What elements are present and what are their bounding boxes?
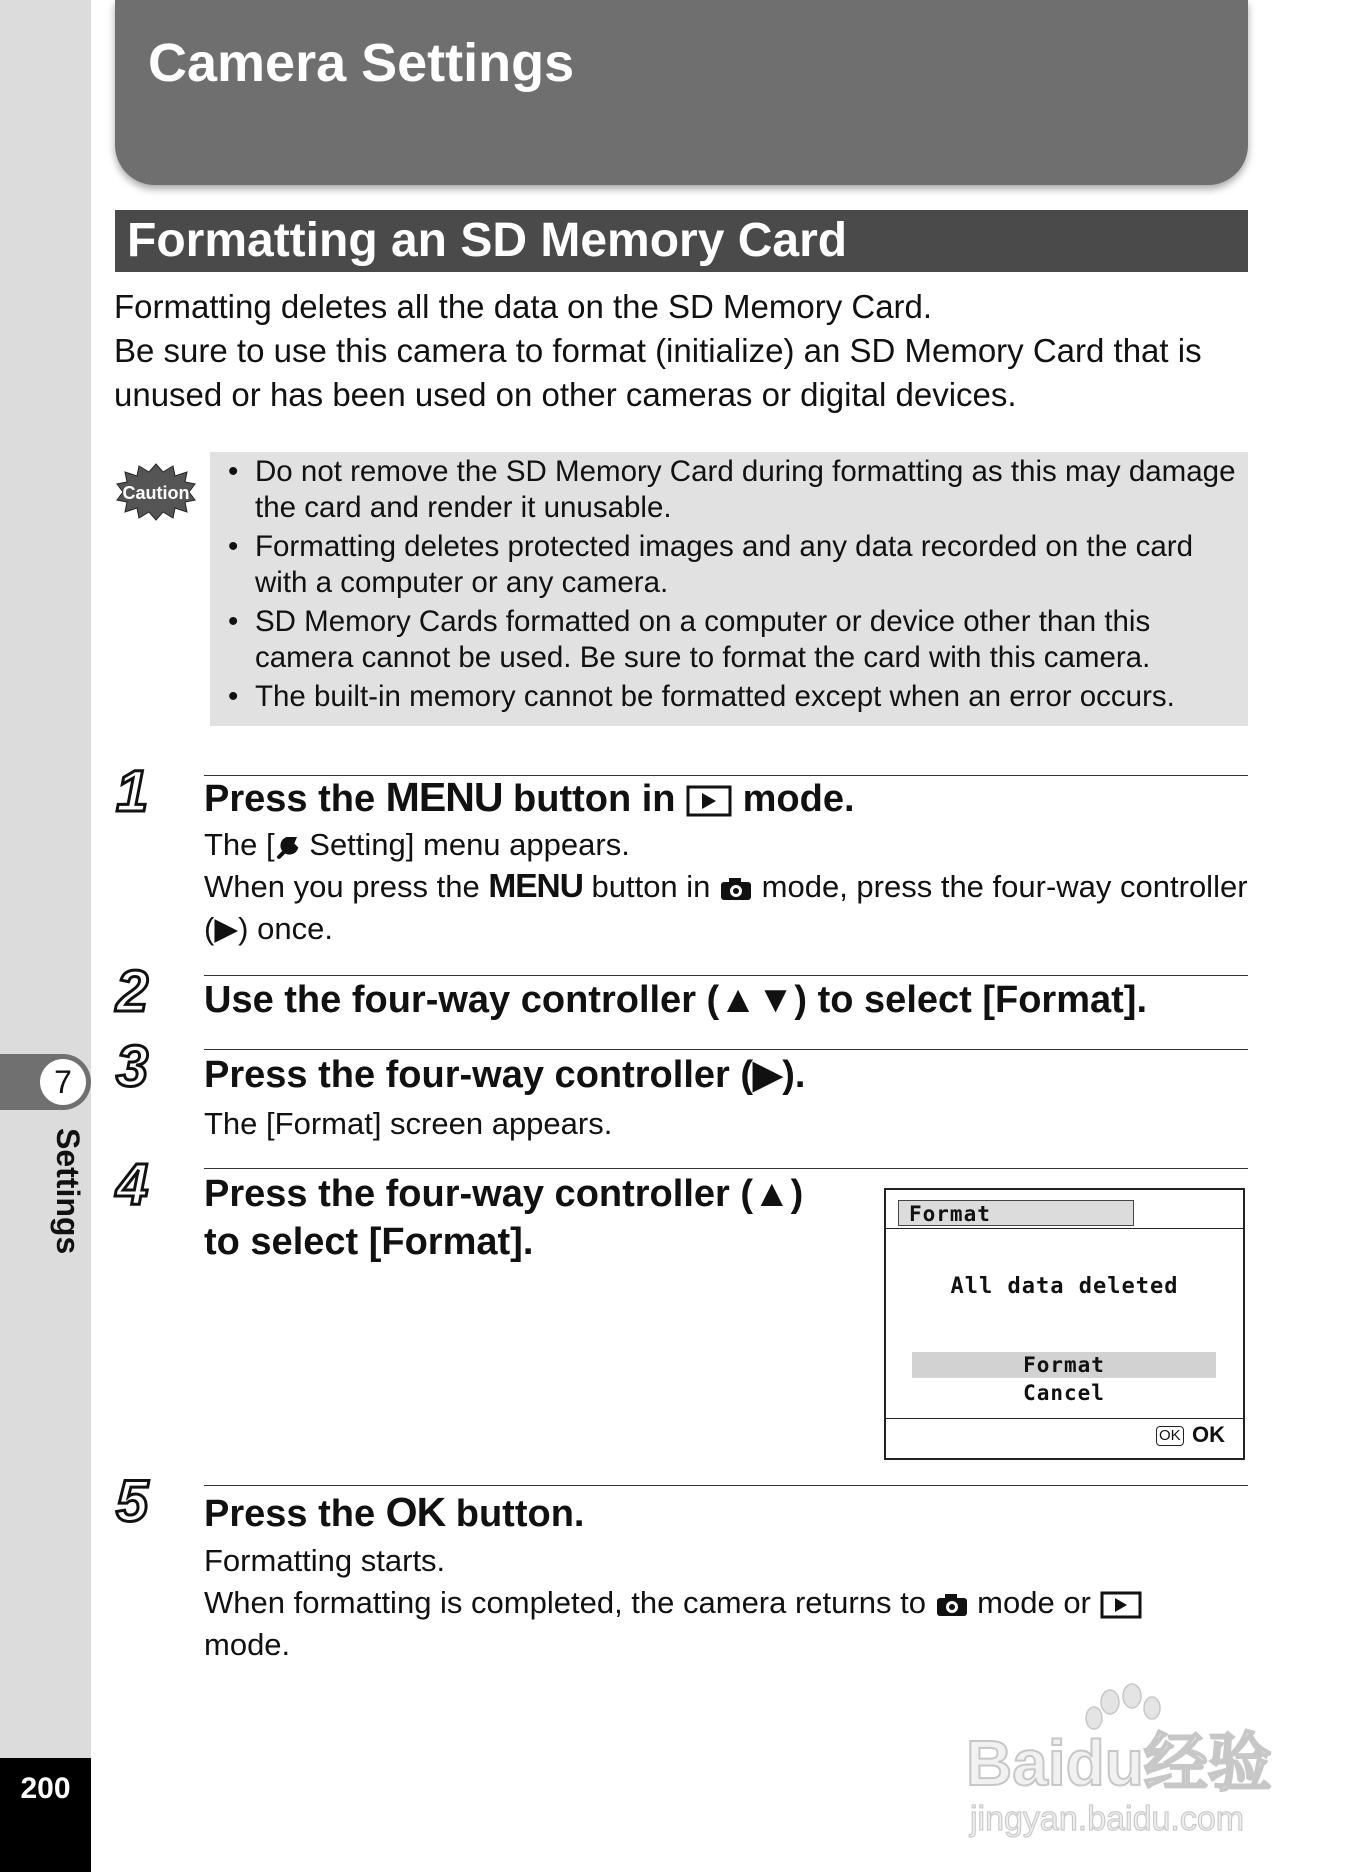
step-5-number: 5 <box>116 1469 149 1534</box>
caution-item: • The built-in memory cannot be formatted except when an error occurs. <box>228 679 1238 715</box>
chapter-number: 7 <box>40 1059 86 1105</box>
intro-text <box>114 285 1254 417</box>
menu-key-label: MENU <box>488 868 583 905</box>
step-1-title-part: button in <box>502 778 687 820</box>
screen-message: All data deleted <box>950 1274 1179 1299</box>
page-title: Camera Settings <box>148 33 575 93</box>
step-5-title <box>204 1488 584 1538</box>
step-5-body <box>204 1540 1249 1666</box>
playback-icon <box>686 785 732 817</box>
camera-icon <box>719 876 753 902</box>
caution-item: • Do not remove the SD Memory Card during formatting as this may damage the card and render it unusable. <box>228 454 1238 526</box>
screen-header: Format <box>898 1200 1134 1226</box>
step-5-title-part: button. <box>445 1493 585 1535</box>
step-divider <box>204 1168 1248 1169</box>
caution-item: • Formatting deletes protected images and any data recorded on the card with a computer or any camera. <box>228 529 1238 601</box>
step-1-number: 1 <box>116 759 149 824</box>
caution-item: • SD Memory Cards formatted on a computer or device other than this camera cannot be used. Be sure to format the card with this camera. <box>228 604 1238 676</box>
intro-line-2: Be sure to use this camera to format (initialize) an SD Memory Card that is unused or has been used on other cameras or digital devices. <box>114 332 1202 413</box>
ok-key-label: OK <box>385 1489 446 1535</box>
menu-key-label: MENU <box>385 774 503 820</box>
step-1-body-line-1 <box>204 824 1249 866</box>
screen-divider <box>886 1228 1243 1229</box>
step-1-title-part: Press the <box>204 778 386 820</box>
format-screen <box>884 1188 1245 1460</box>
step-5-body-part: mode or <box>968 1585 1100 1620</box>
screen-divider <box>886 1418 1243 1419</box>
step-1-title-part: mode. <box>732 778 855 820</box>
step-5-title-part: Press the <box>204 1493 386 1535</box>
screen-option-cancel: Cancel <box>1023 1381 1105 1405</box>
step-1-body <box>204 824 1249 950</box>
step-5-body-line-1: Formatting starts. <box>204 1543 446 1578</box>
step-4-title <box>204 1170 803 1266</box>
step-divider <box>204 1485 1248 1486</box>
step-1-body-part: mode, press the four-way controller (▶) once. <box>204 869 1248 946</box>
step-1-title <box>204 773 855 823</box>
intro-line-1: Formatting deletes all the data on the SD Memory Card. <box>114 288 933 325</box>
caution-list <box>228 454 1238 718</box>
svg-text:Baidu经验: Baidu经验 <box>966 1727 1272 1799</box>
step-5-body-part: When formatting is completed, the camera returns to <box>204 1585 935 1620</box>
chapter-label: Settings <box>50 1128 86 1255</box>
step-4-number: 4 <box>116 1152 149 1217</box>
step-5-body-line-2 <box>204 1582 1249 1624</box>
screen-ok-label: OK <box>1192 1422 1225 1447</box>
ok-key-icon: OK <box>1156 1426 1184 1446</box>
step-1-body-part: button in <box>582 869 720 904</box>
step-1-body-part: When you press the <box>204 869 489 904</box>
chapter-sidebar <box>0 0 91 1872</box>
step-3-body: The [Format] screen appears. <box>204 1106 613 1141</box>
step-1-body-part: The [ <box>204 827 275 862</box>
svg-text:jingyan.baidu.com: jingyan.baidu.com <box>970 1800 1245 1838</box>
step-4-title-line-1: Press the four-way controller (▲) <box>204 1173 804 1215</box>
step-3-title: Press the four-way controller (▶). <box>204 1054 806 1096</box>
playback-icon <box>1100 1591 1142 1619</box>
baidu-watermark <box>960 1680 1290 1840</box>
camera-icon <box>935 1592 969 1618</box>
step-2-number: 2 <box>116 959 149 1024</box>
step-3-number: 3 <box>116 1034 149 1099</box>
section-title: Formatting an SD Memory Card <box>127 214 848 267</box>
svg-text:Caution: Caution <box>122 483 190 503</box>
screen-option-format: Format <box>912 1352 1216 1378</box>
page-number: 200 <box>20 1772 71 1805</box>
step-4-title-line-2: to select [Format]. <box>204 1221 534 1263</box>
step-1-body-part: Setting] menu appears. <box>300 827 630 862</box>
step-5-body-line-3: mode. <box>204 1627 291 1662</box>
step-divider <box>204 1049 1248 1050</box>
step-1-body-line-2 <box>204 866 1249 950</box>
wrench-icon <box>275 833 301 861</box>
caution-icon <box>115 462 197 522</box>
step-2-title: Use the four-way controller (▲▼) to select [Format]. <box>204 979 1148 1021</box>
